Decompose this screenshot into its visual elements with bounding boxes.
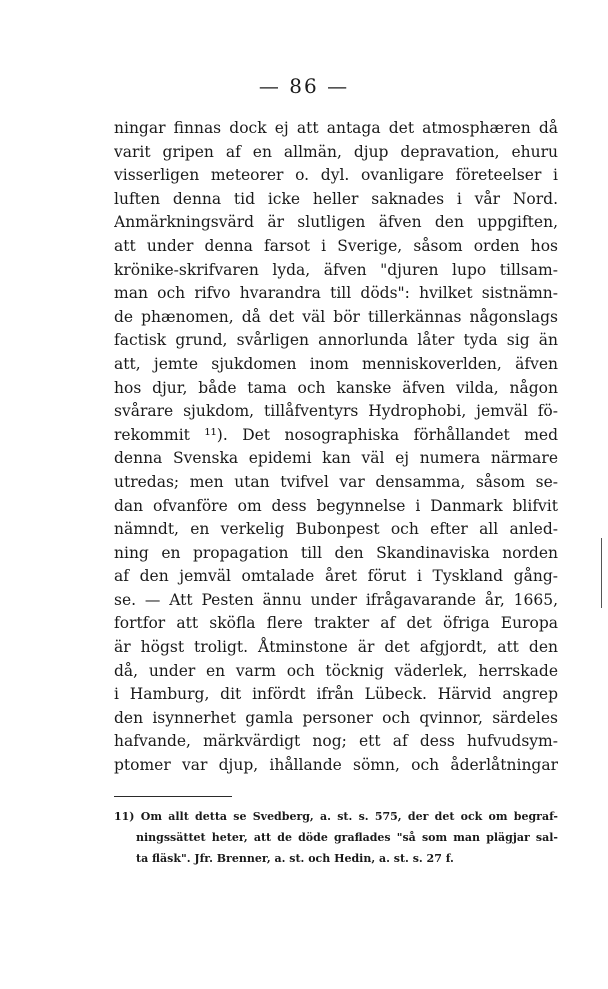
- text-line: fortfor att sköfla flere trakter af det öfriga Europa: [114, 614, 558, 633]
- body-text: [114, 117, 558, 778]
- text-line: i Hamburg, dit infördt ifrån Lübeck. Härvid angrep: [114, 685, 558, 704]
- text-line: nämndt, en verkelig Bubonpest och efter all anled-: [114, 520, 558, 539]
- text-line: svårare sjukdom, tillåfventyrs Hydrophobi, jemväl fö-: [114, 402, 558, 421]
- text-line: luften denna tid icke heller saknades i vår Nord.: [114, 189, 558, 208]
- text-line: är högst troligt. Åtminstone är det afgjordt, att den: [114, 638, 558, 657]
- text-line: ptomer var djup, ihållande sömn, och åderlåtningar: [114, 756, 558, 775]
- text-line: factisk grund, svårligen annorlunda låter tyda sig än: [114, 331, 558, 350]
- text-line: krönike-skrifvaren lyda, äfven "djuren lupo tillsam-: [114, 260, 558, 279]
- text-line: då, under en varm och töcknig väderlek, herrskade: [114, 661, 558, 680]
- text-line: Anmärkningsvärd är slutligen äfven den uppgiften,: [114, 213, 558, 232]
- text-line: de phænomen, då det väl bör tillerkännas någonslags: [114, 307, 558, 326]
- text-line: af den jemväl omtalade året förut i Tyskland gång-: [114, 567, 558, 586]
- text-line: utredas; men utan tvifvel var densamma, såsom se-: [114, 472, 558, 491]
- page-number: — 86 —: [258, 74, 350, 98]
- text-line: dan ofvanföre om dess begynnelse i Danmark blifvit: [114, 496, 558, 515]
- text-line: att, jemte sjukdomen inom menniskoverlden, äfven: [114, 354, 558, 373]
- text-line: ningar finnas dock ej att antaga det atmosphæren då: [114, 119, 558, 137]
- text-line: den isynnerhet gamla personer och qvinnor, särdeles: [114, 708, 558, 727]
- text-line: denna Svenska epidemi kan väl ej numera närmare: [114, 449, 558, 468]
- text-line: att under denna farsot i Sverige, såsom orden hos: [114, 236, 558, 255]
- footnote-line: ta fläsk". Jfr. Brenner, a. st. och Hedin, a. st. s. 27 f.: [136, 852, 454, 865]
- margin-edge-mark: [601, 538, 602, 608]
- text-line: visserligen meteorer o. dyl. ovanligare företeelser i: [114, 166, 558, 185]
- footnote-line: ningssättet heter, att de döde graflades "så som man plägjar sal-: [136, 831, 558, 844]
- text-line: rekommit ¹¹). Det nosographiska förhållandet med: [114, 425, 558, 444]
- text-line: ning en propagation till den Skandinaviska norden: [114, 543, 558, 562]
- text-line: man och rifvo hvarandra till döds": hvilket sistnämn-: [114, 284, 558, 303]
- footnote: [114, 806, 558, 869]
- footnote-divider: [114, 796, 232, 797]
- text-line: hos djur, både tama och kanske äfven vilda, någon: [114, 378, 558, 397]
- text-line: se. — Att Pesten ännu under ifrågavarande år, 1665,: [114, 590, 558, 609]
- footnote-line: 11) Om allt detta se Svedberg, a. st. s. 575, der det ock om begraf-: [114, 810, 558, 823]
- text-line: hafvande, märkvärdigt nog; ett af dess hufvudsym-: [114, 732, 558, 751]
- text-line: varit gripen af en allmän, djup depravation, ehuru: [114, 142, 558, 161]
